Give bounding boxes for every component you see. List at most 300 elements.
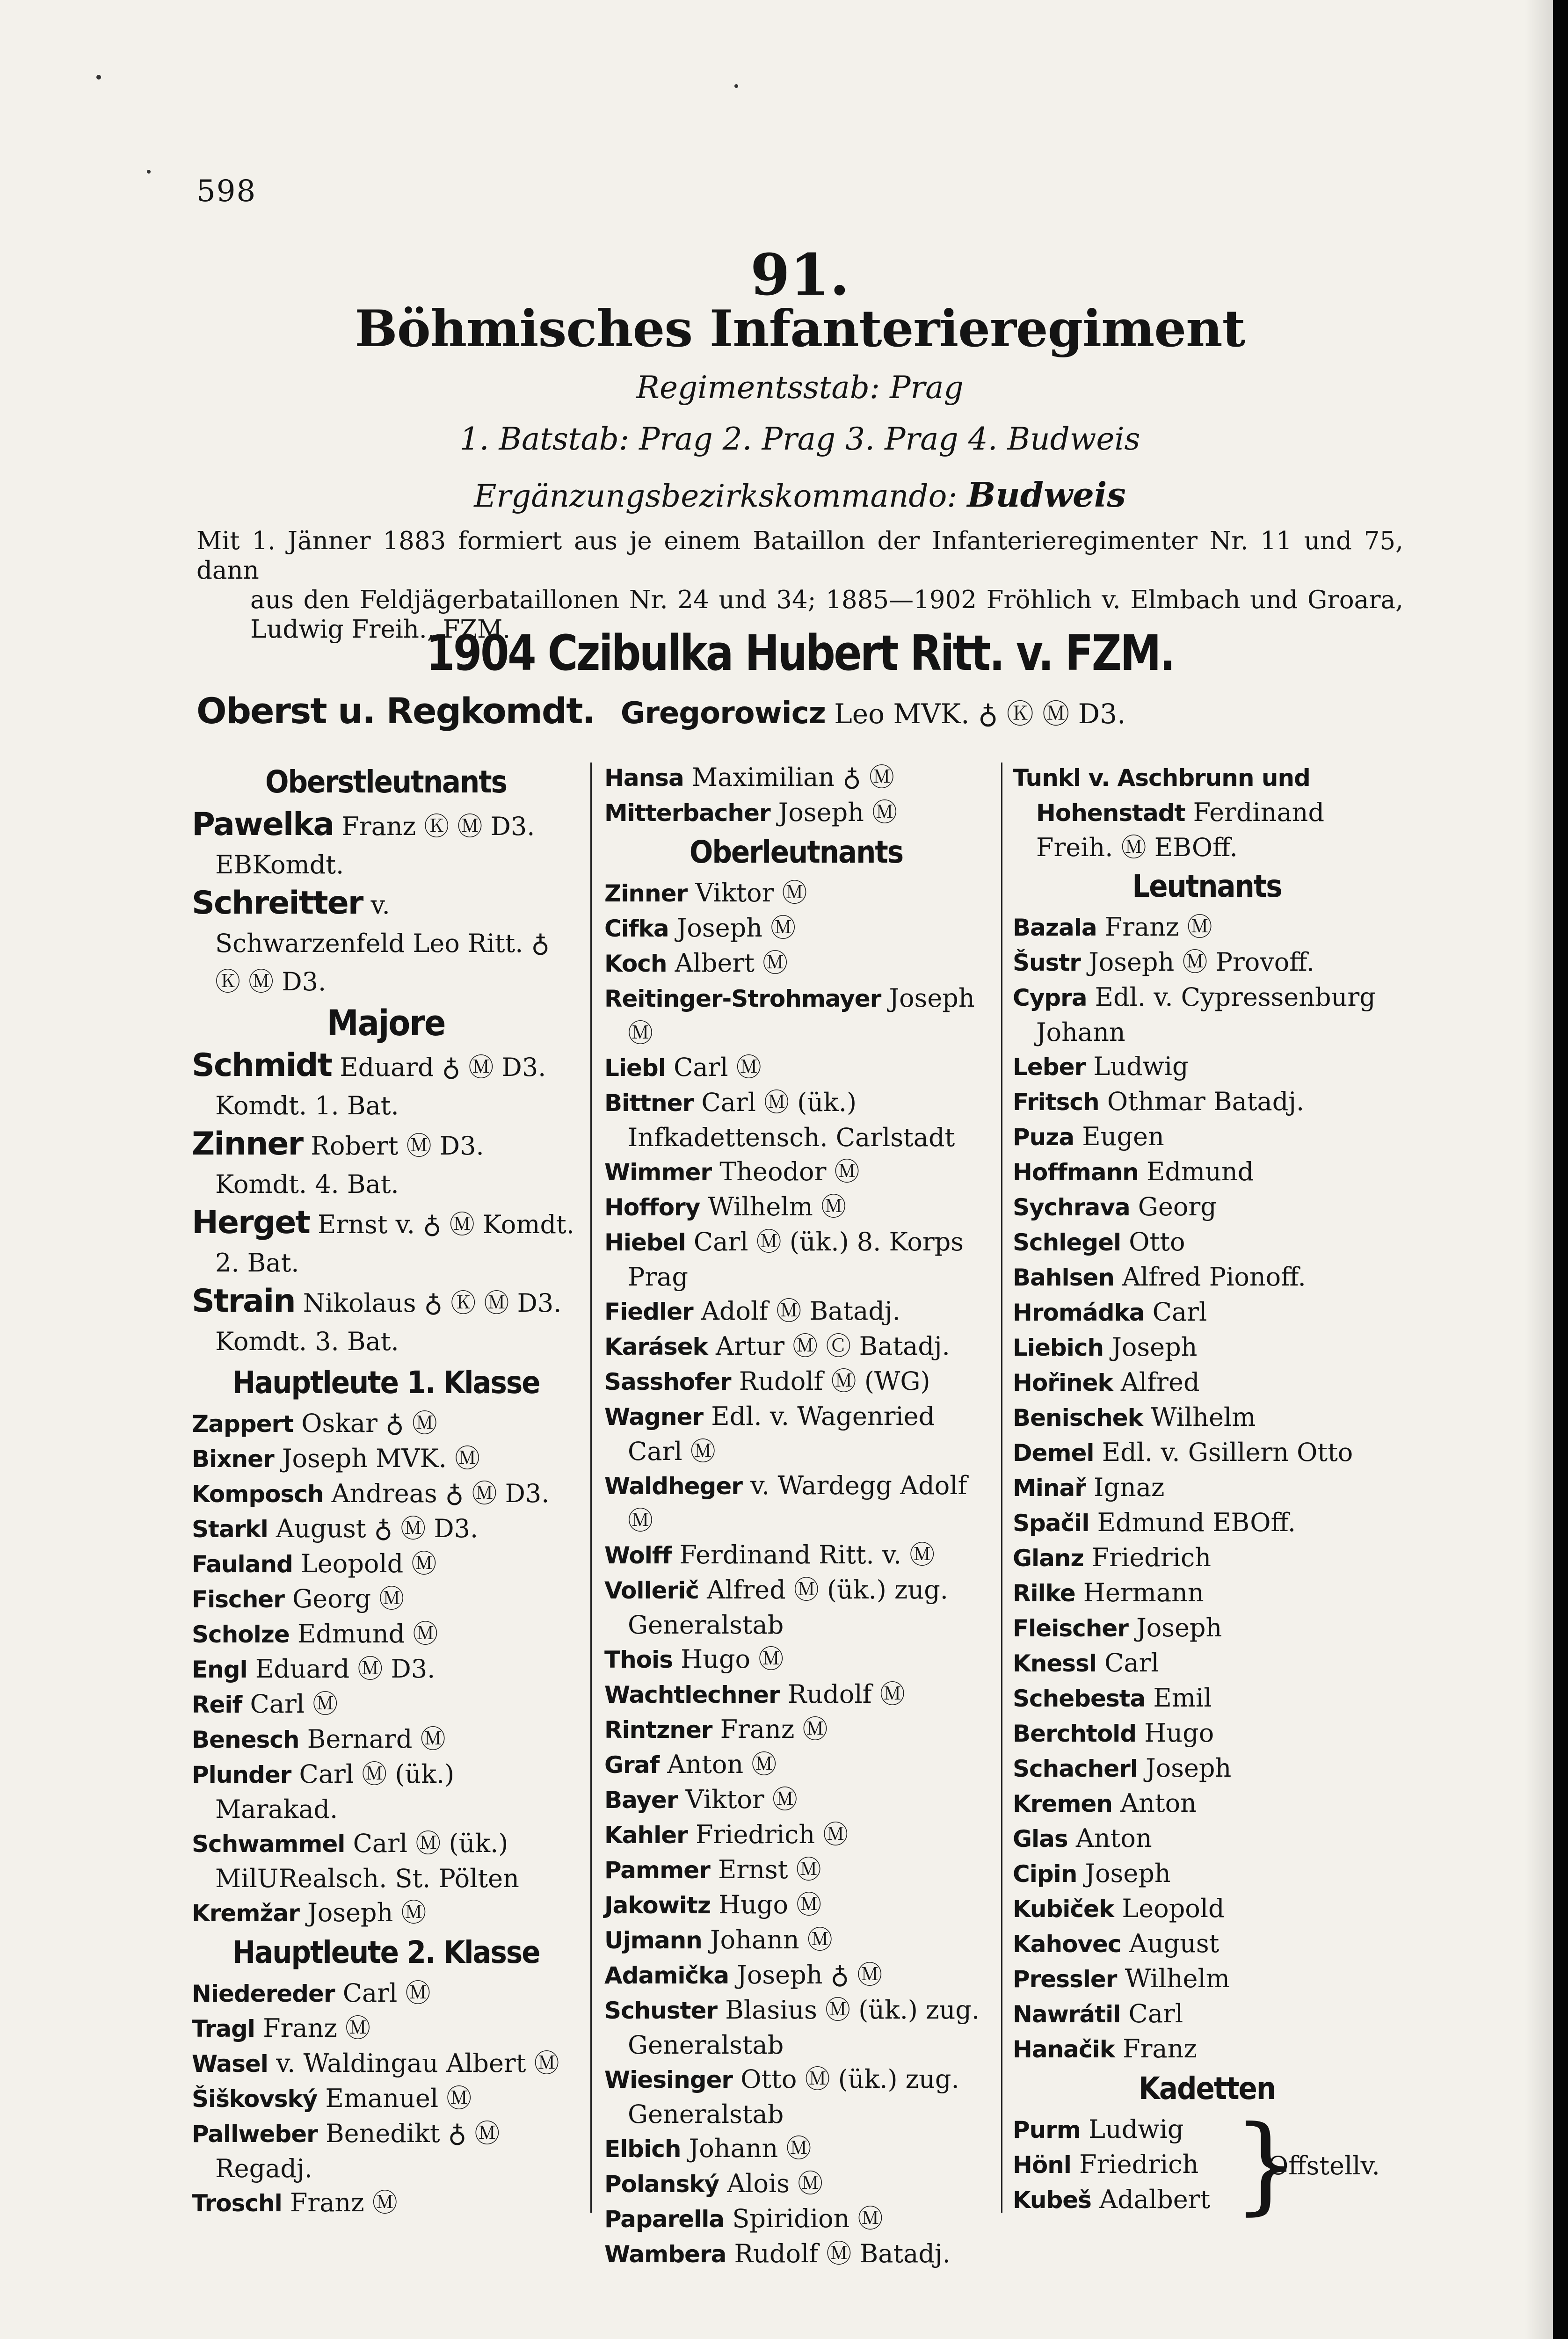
officer-entry bbox=[604, 1050, 988, 1085]
officer-surname: Bayer bbox=[604, 1787, 678, 1814]
officer-details: Joseph Ⓜ bbox=[770, 798, 898, 827]
officer-details: Franz Ⓜ bbox=[712, 1714, 828, 1744]
officer-surname: Pallweber bbox=[192, 2121, 318, 2148]
officer-details: Ludwig bbox=[1085, 1052, 1189, 1081]
officer-surname: Niedereder bbox=[192, 1980, 335, 2007]
officer-surname: Pawelka bbox=[192, 806, 334, 843]
officer-details: Ernst Ⓜ bbox=[710, 1855, 821, 1884]
officer-entry bbox=[604, 1747, 988, 1782]
officer-surname: Scholze bbox=[192, 1621, 290, 1648]
officer-details: Joseph Ⓜ bbox=[668, 913, 796, 943]
officer-surname: Bazala bbox=[1013, 914, 1097, 941]
ergaenzung-value: Budweis bbox=[967, 475, 1126, 515]
officer-surname: Fleischer bbox=[1013, 1615, 1128, 1642]
scan-edge bbox=[1553, 0, 1568, 2339]
officer-entry bbox=[192, 2186, 580, 2221]
officer-entry bbox=[604, 1923, 988, 1958]
officer-entry bbox=[192, 1687, 580, 1722]
officer-surname: Sasshofer bbox=[604, 1368, 731, 1395]
officer-entry bbox=[192, 1547, 580, 1582]
officer-entry bbox=[604, 1677, 988, 1712]
officer-details: Friedrich Ⓜ bbox=[687, 1820, 849, 1849]
officer-details: Joseph bbox=[1103, 1332, 1198, 1362]
officer-surname: Pammer bbox=[604, 1857, 710, 1884]
roster-column-2 bbox=[604, 760, 988, 2272]
officer-surname: Waldheger bbox=[604, 1473, 742, 1500]
oberst-rank: Oberst u. Regkomdt. bbox=[196, 690, 595, 732]
officer-details: Franz Ⓜ bbox=[254, 2013, 370, 2043]
officer-details: Alois Ⓜ bbox=[719, 2169, 823, 2198]
officer-surname: Berchtold bbox=[1013, 1720, 1137, 1747]
officer-surname: Wasel bbox=[192, 2050, 268, 2077]
officer-details: Benedikt ♁ Ⓜ Regadj. bbox=[215, 2119, 500, 2183]
officer-surname: Paparella bbox=[604, 2206, 725, 2233]
officer-surname: Reitinger-Strohmayer bbox=[604, 985, 881, 1012]
officer-details: Wilhelm bbox=[1142, 1402, 1256, 1432]
officer-details: Carl bbox=[1096, 1648, 1159, 1678]
regiment-number: 91. bbox=[750, 241, 850, 308]
officer-details: August bbox=[1121, 1929, 1220, 1958]
officer-surname: Wolff bbox=[604, 1542, 672, 1569]
officer-surname: Reif bbox=[192, 1691, 242, 1718]
officer-entry bbox=[1013, 1365, 1401, 1400]
officer-surname: Glanz bbox=[1013, 1545, 1084, 1572]
officer-surname: Hanačik bbox=[1013, 2036, 1115, 2063]
officer-surname: Rilke bbox=[1013, 1580, 1075, 1607]
officer-entry bbox=[604, 1573, 988, 1642]
officer-details: Emil bbox=[1145, 1683, 1212, 1713]
officer-entry bbox=[1013, 980, 1401, 1049]
history-continuation: aus den Feldjägerbataillonen Nr. 24 und 34; 1885—1902 Fröhlich v. Elmbach und Groara, Ludwig Freih., FZM. bbox=[250, 586, 1403, 644]
officer-details: Rudolf Ⓜ Batadj. bbox=[726, 2239, 951, 2268]
officer-surname: Wiesinger bbox=[604, 2066, 733, 2093]
officer-surname: Elbich bbox=[604, 2136, 681, 2163]
officer-surname: Fiedler bbox=[604, 1298, 693, 1325]
officer-details: Rudolf Ⓜ (WG) bbox=[731, 1366, 930, 1396]
officer-details: Ferdinand Freih. Ⓜ EBOff. bbox=[1036, 798, 1325, 862]
officer-surname: Wambera bbox=[604, 2241, 726, 2268]
print-speck bbox=[734, 84, 738, 88]
officer-entry bbox=[1013, 1330, 1401, 1365]
section-heading: Oberstleutnants bbox=[265, 764, 507, 800]
officer-surname: Wimmer bbox=[604, 1159, 712, 1186]
page-shadow bbox=[1525, 0, 1553, 2339]
officer-entry bbox=[604, 946, 988, 981]
kadett-firstname: Friedrich bbox=[1071, 2150, 1199, 2179]
officer-details: Edmund EBOff. bbox=[1089, 1508, 1296, 1537]
officer-entry bbox=[192, 1826, 580, 1896]
officer-entry bbox=[1013, 1751, 1401, 1786]
officer-entry bbox=[604, 2062, 988, 2131]
regiment-name: Böhmisches Infanterieregiment bbox=[355, 299, 1245, 358]
officer-details: Edmund bbox=[1138, 1157, 1254, 1186]
officer-entry bbox=[1013, 1260, 1401, 1295]
officer-surname: Tunkl v. Aschbrunn und Hohenstadt bbox=[1013, 764, 1310, 827]
officer-entry bbox=[1013, 1190, 1401, 1225]
officer-surname: Polanský bbox=[604, 2171, 719, 2198]
officer-details: Georg Ⓜ bbox=[284, 1584, 405, 1613]
officer-entry bbox=[604, 1085, 988, 1155]
officer-surname: Bixner bbox=[192, 1446, 274, 1473]
officer-surname: Hromádka bbox=[1013, 1299, 1145, 1326]
officer-details: Alfred Pionoff. bbox=[1114, 1262, 1306, 1292]
kadetten-brace: } bbox=[1233, 2103, 1300, 2226]
officer-surname: Zinner bbox=[192, 1126, 303, 1162]
officer-details: Carl Ⓜ bbox=[242, 1689, 338, 1719]
officer-surname: Fauland bbox=[192, 1551, 293, 1578]
officer-entry bbox=[1013, 1891, 1401, 1926]
officer-entry bbox=[1013, 1155, 1401, 1190]
history-first-line: Mit 1. Jänner 1883 formiert aus je einem Bataillon der Infanterieregimenter Nr. 11 und 75, dann bbox=[196, 527, 1403, 585]
officer-details: Otto Ⓜ (ük.) zug. Generalstab bbox=[628, 2064, 959, 2129]
officer-details: Theodor Ⓜ bbox=[711, 1157, 860, 1186]
officer-surname: Schwammel bbox=[192, 1831, 345, 1858]
officer-surname: Liebich bbox=[1013, 1334, 1104, 1361]
officer-entry bbox=[604, 1642, 988, 1677]
officer-surname: Wachtlechner bbox=[604, 1681, 780, 1708]
officer-entry bbox=[1013, 1681, 1401, 1716]
officer-details: Carl Ⓜ (ük.) MilURealsch. St. Pölten bbox=[215, 1829, 519, 1893]
officer-details: Nikolaus ♁ Ⓚ Ⓜ D3. Komdt. 3. Bat. bbox=[215, 1288, 562, 1356]
officer-surname: Benesch bbox=[192, 1726, 299, 1753]
officer-details: Anton Ⓜ bbox=[659, 1750, 777, 1779]
section-heading: Kadetten bbox=[1138, 2070, 1276, 2107]
officer-surname: Leber bbox=[1013, 1053, 1086, 1081]
officer-details: Carl Ⓜ (ük.) Infkadettensch. Carlstadt bbox=[628, 1088, 955, 1152]
officer-surname: Thois bbox=[604, 1646, 673, 1673]
officer-details: Carl bbox=[1144, 1297, 1207, 1327]
officer-details: Hermann bbox=[1075, 1578, 1204, 1607]
officer-entry bbox=[1013, 760, 1401, 864]
officer-surname: Tragl bbox=[192, 2015, 255, 2042]
officer-entry bbox=[1013, 1961, 1401, 1997]
officer-details: Wilhelm bbox=[1117, 1964, 1230, 1993]
officer-entry bbox=[604, 1817, 988, 1852]
officer-entry bbox=[604, 1852, 988, 1888]
officer-details: v. Wardegg Adolf Ⓜ bbox=[628, 1471, 967, 1535]
officer-surname: Zappert bbox=[192, 1410, 294, 1438]
officer-surname: Herget bbox=[192, 1204, 310, 1241]
officer-entry bbox=[192, 1976, 580, 2011]
officer-surname: Sychrava bbox=[1013, 1194, 1130, 1221]
column-divider bbox=[590, 763, 592, 2213]
officer-entry bbox=[192, 1046, 580, 1125]
officer-details: Leopold Ⓜ bbox=[292, 1549, 437, 1578]
officer-entry bbox=[1013, 1926, 1401, 1961]
officer-details: Eugen bbox=[1074, 1122, 1164, 1151]
section-heading: Majore bbox=[327, 1002, 445, 1044]
officer-details: Johann Ⓜ bbox=[681, 2134, 812, 2163]
officer-surname: Graf bbox=[604, 1751, 660, 1779]
officer-entry bbox=[604, 1888, 988, 1923]
ergaenzung-label: Ergänzungsbezirkskommando: bbox=[474, 478, 958, 514]
print-speck bbox=[96, 75, 101, 80]
officer-entry bbox=[192, 1722, 580, 1757]
officer-entry bbox=[1013, 910, 1401, 945]
officer-surname: Plunder bbox=[192, 1761, 291, 1788]
officer-surname: Schmidt bbox=[192, 1047, 332, 1084]
officer-surname: Hiebel bbox=[604, 1229, 686, 1256]
officer-entry bbox=[192, 1652, 580, 1687]
officer-entry bbox=[192, 884, 580, 1001]
officer-entry bbox=[604, 1364, 988, 1399]
officer-surname: Strain bbox=[192, 1283, 295, 1320]
officer-surname: Pressler bbox=[1013, 1966, 1117, 1993]
section-heading: Leutnants bbox=[1132, 868, 1282, 904]
officer-surname: Ujmann bbox=[604, 1927, 702, 1954]
officer-surname: Minař bbox=[1013, 1475, 1086, 1502]
officer-surname: Glas bbox=[1013, 1825, 1068, 1852]
officer-surname: Hoffory bbox=[604, 1194, 700, 1221]
officer-details: Ignaz bbox=[1085, 1473, 1165, 1502]
officer-surname: Schebesta bbox=[1013, 1685, 1146, 1712]
officer-details: Oskar ♁ Ⓜ bbox=[293, 1409, 437, 1438]
officer-entry bbox=[192, 1511, 580, 1547]
officer-details: Edl. v. Wagenried Carl Ⓜ bbox=[628, 1402, 935, 1466]
officer-details: Joseph Ⓜ bbox=[628, 983, 975, 1048]
oberst-entry bbox=[196, 690, 1413, 732]
print-speck bbox=[147, 170, 151, 174]
officer-entry bbox=[604, 1399, 988, 1468]
officer-details: Franz Ⓜ bbox=[282, 2188, 398, 2217]
officer-details: Hugo Ⓜ bbox=[672, 1644, 784, 1674]
officer-surname: Schreitter bbox=[192, 885, 363, 922]
officer-details: Joseph ♁ Ⓜ bbox=[729, 1960, 883, 1990]
officer-details: Andreas ♁ Ⓜ D3. bbox=[323, 1479, 550, 1508]
officer-details: Joseph bbox=[1137, 1753, 1232, 1783]
officer-entry bbox=[192, 1204, 580, 1282]
officer-entry bbox=[604, 876, 988, 911]
officer-details: Edl. v. Cypressenburg Johann bbox=[1036, 982, 1376, 1047]
officer-details: Friedrich bbox=[1083, 1543, 1211, 1572]
officer-details: Hugo bbox=[1136, 1718, 1214, 1748]
officer-entry bbox=[1013, 1856, 1401, 1891]
officer-entry bbox=[192, 2116, 580, 2186]
roster-column-3 bbox=[1013, 760, 1401, 2226]
officer-details: Joseph bbox=[1128, 1613, 1222, 1642]
officer-surname: Fritsch bbox=[1013, 1089, 1099, 1116]
officer-details: Franz Ⓚ Ⓜ D3. EBKomdt. bbox=[215, 812, 535, 879]
officer-details: Ferdinand Ritt. v. Ⓜ bbox=[671, 1540, 935, 1569]
officer-entry bbox=[1013, 1119, 1401, 1155]
officer-entry bbox=[604, 911, 988, 946]
officer-details: Othmar Batadj. bbox=[1099, 1087, 1305, 1116]
officer-details: Bernard Ⓜ bbox=[299, 1724, 446, 1754]
officer-surname: Schlegel bbox=[1013, 1229, 1121, 1256]
officer-entry bbox=[192, 1582, 580, 1617]
officer-details: Robert Ⓜ D3. Komdt. 4. Bat. bbox=[215, 1131, 484, 1199]
officer-entry bbox=[1013, 1435, 1401, 1470]
officer-entry bbox=[192, 1617, 580, 1652]
officer-surname: Cipin bbox=[1013, 1860, 1077, 1888]
officer-surname: Jakowitz bbox=[604, 1892, 711, 1919]
officer-entry bbox=[604, 795, 988, 830]
officer-surname: Nawrátil bbox=[1013, 2001, 1121, 2028]
officer-surname: Kahovec bbox=[1013, 1931, 1121, 1958]
kadett-entry bbox=[1013, 2112, 1401, 2147]
officer-surname: Wagner bbox=[604, 1403, 704, 1431]
officer-details: Wilhelm Ⓜ bbox=[700, 1192, 846, 1221]
officer-surname: Benischek bbox=[1013, 1404, 1143, 1431]
officer-surname: Troschl bbox=[192, 2190, 282, 2217]
kadett-firstname: Adalbert bbox=[1091, 2185, 1211, 2214]
officer-surname: Vollerič bbox=[604, 1577, 699, 1604]
officer-surname: Bahlsen bbox=[1013, 1264, 1114, 1291]
officer-entry bbox=[192, 1125, 580, 1204]
officer-details: Ernst v. ♁ Ⓜ Komdt. 2. Bat. bbox=[215, 1210, 574, 1278]
officer-entry bbox=[604, 1155, 988, 1190]
officer-entry bbox=[192, 1282, 580, 1361]
officer-entry bbox=[1013, 1400, 1401, 1435]
officer-details: Leopold bbox=[1114, 1894, 1225, 1923]
officer-details: Edl. v. Gsillern Otto bbox=[1094, 1438, 1353, 1467]
officer-details: August ♁ Ⓜ D3. bbox=[268, 1514, 479, 1543]
officer-entry bbox=[1013, 1225, 1401, 1260]
ergaenzung-line bbox=[196, 475, 1403, 515]
officer-entry bbox=[604, 1468, 988, 1538]
officer-entry bbox=[1013, 1576, 1401, 1611]
kadetten-group bbox=[1013, 2103, 1401, 2226]
officer-entry bbox=[1013, 1540, 1401, 1576]
officer-surname: Kremen bbox=[1013, 1790, 1112, 1817]
officer-details: Anton bbox=[1067, 1823, 1152, 1853]
officer-entry bbox=[604, 1225, 988, 1294]
officer-details: Alfred bbox=[1112, 1367, 1200, 1397]
regiment-owner: 1904 Czibulka Hubert Ritt. v. FZM. bbox=[426, 625, 1174, 682]
officer-details: Rudolf Ⓜ bbox=[779, 1679, 905, 1709]
officer-entry bbox=[192, 1757, 580, 1826]
officer-surname: Hořinek bbox=[1013, 1369, 1113, 1396]
officer-details: Edmund Ⓜ bbox=[289, 1619, 438, 1649]
officer-details: Carl Ⓜ (ük.) 8. Korps Prag bbox=[628, 1227, 964, 1292]
officer-entry bbox=[604, 2166, 988, 2201]
officer-surname: Puza bbox=[1013, 1124, 1074, 1151]
officer-details: Blasius Ⓜ (ük.) zug. Generalstab bbox=[628, 1995, 980, 2060]
officer-entry bbox=[604, 981, 988, 1050]
oberst-surname: Gregorowicz bbox=[620, 696, 826, 731]
officer-details: Carl Ⓜ bbox=[665, 1053, 762, 1082]
officer-details: Viktor Ⓜ bbox=[687, 878, 807, 908]
officer-entry bbox=[192, 2011, 580, 2046]
officer-entry bbox=[604, 2201, 988, 2237]
officer-surname: Starkl bbox=[192, 1516, 268, 1543]
officer-details: Anton bbox=[1112, 1788, 1197, 1818]
kadett-entry bbox=[1013, 2182, 1401, 2217]
officer-entry bbox=[192, 2081, 580, 2116]
officer-entry bbox=[192, 2046, 580, 2081]
officer-surname: Engl bbox=[192, 1656, 247, 1683]
officer-details: Emanuel Ⓜ bbox=[317, 2084, 472, 2113]
officer-entry bbox=[1013, 945, 1401, 980]
officer-entry bbox=[192, 1896, 580, 1931]
officer-surname: Rintzner bbox=[604, 1716, 712, 1743]
officer-details: Albert Ⓜ bbox=[667, 948, 788, 978]
officer-surname: Karásek bbox=[604, 1333, 708, 1360]
officer-surname: Kubiček bbox=[1013, 1896, 1114, 1923]
section-heading: Oberleutnants bbox=[689, 834, 903, 870]
officer-details: Artur Ⓜ Ⓒ Batadj. bbox=[707, 1331, 950, 1361]
officer-surname: Koch bbox=[604, 950, 667, 977]
officer-surname: Hoffmann bbox=[1013, 1159, 1139, 1186]
officer-entry bbox=[604, 2237, 988, 2272]
officer-entry bbox=[604, 760, 988, 795]
officer-details: Johann Ⓜ bbox=[702, 1925, 833, 1954]
officer-details: Eduard ♁ Ⓜ D3. Komdt. 1. Bat. bbox=[215, 1053, 546, 1120]
officer-details: Carl Ⓜ (ük.) Marakad. bbox=[215, 1759, 455, 1824]
officer-surname: Liebl bbox=[604, 1054, 666, 1082]
officer-details: Maximilian ♁ Ⓜ bbox=[683, 763, 894, 792]
officer-entry bbox=[1013, 1505, 1401, 1540]
officer-surname: Mitterbacher bbox=[604, 799, 770, 827]
officer-details: Joseph MVK. Ⓜ bbox=[274, 1444, 480, 1473]
officer-entry bbox=[604, 1294, 988, 1329]
kadett-surname: Purm bbox=[1013, 2116, 1081, 2143]
officer-surname: Hansa bbox=[604, 764, 684, 792]
officer-entry bbox=[192, 806, 580, 884]
officer-surname: Bittner bbox=[604, 1090, 694, 1117]
officer-surname: Kremžar bbox=[192, 1900, 299, 1927]
officer-surname: Kahler bbox=[604, 1822, 688, 1849]
officer-surname: Zinner bbox=[604, 880, 688, 907]
officer-entry bbox=[604, 1958, 988, 1993]
officer-details: Joseph bbox=[1077, 1859, 1171, 1888]
officer-surname: Schuster bbox=[604, 1997, 718, 2024]
officer-details: Georg bbox=[1130, 1192, 1217, 1221]
officer-details: Otto bbox=[1121, 1227, 1185, 1257]
officer-entry bbox=[192, 1441, 580, 1476]
officer-details: Eduard Ⓜ D3. bbox=[247, 1654, 436, 1684]
officer-entry bbox=[1013, 1786, 1401, 1821]
officer-entry bbox=[604, 1190, 988, 1225]
officer-entry bbox=[1013, 1295, 1401, 1330]
officer-details: Viktor Ⓜ bbox=[677, 1785, 798, 1814]
regimentsstab-line: Regimentsstab: Prag bbox=[636, 370, 964, 406]
kadetten-note: Offstellv. bbox=[1268, 2151, 1380, 2180]
kadett-surname: Hönl bbox=[1013, 2151, 1071, 2179]
officer-entry bbox=[1013, 1049, 1401, 1084]
officer-details: Franz bbox=[1114, 2034, 1197, 2063]
officer-details: Carl bbox=[1120, 1999, 1183, 2028]
officer-surname: Šiškovský bbox=[192, 2085, 318, 2113]
officer-entry bbox=[192, 1476, 580, 1511]
officer-details: v. Schwarzenfeld Leo Ritt. ♁ Ⓚ Ⓜ D3. bbox=[215, 890, 550, 996]
oberst-details: Leo MVK. ♁ Ⓚ Ⓜ D3. bbox=[825, 698, 1126, 730]
officer-details: Joseph Ⓜ bbox=[299, 1898, 427, 1927]
officer-entry bbox=[604, 1712, 988, 1747]
kadett-surname: Kubeš bbox=[1013, 2186, 1091, 2214]
officer-entry bbox=[604, 2131, 988, 2166]
officer-surname: Cifka bbox=[604, 915, 669, 942]
column-divider bbox=[1001, 763, 1002, 2213]
officer-entry bbox=[604, 1538, 988, 1573]
officer-entry bbox=[1013, 2032, 1401, 2067]
officer-entry bbox=[192, 1406, 580, 1441]
officer-entry bbox=[1013, 1084, 1401, 1119]
officer-entry bbox=[1013, 1646, 1401, 1681]
officer-entry bbox=[1013, 1611, 1401, 1646]
officer-entry bbox=[604, 1993, 988, 2062]
bataillon-line: 1. Batstab: Prag 2. Prag 3. Prag 4. Budweis bbox=[459, 421, 1140, 457]
officer-surname: Demel bbox=[1013, 1439, 1094, 1467]
officer-details: Carl Ⓜ bbox=[334, 1978, 431, 2008]
roster-column-1 bbox=[192, 760, 580, 2221]
officer-details: Spiridion Ⓜ bbox=[724, 2204, 883, 2233]
officer-surname: Šustr bbox=[1013, 949, 1081, 976]
section-heading: Hauptleute 1. Klasse bbox=[232, 1365, 540, 1401]
page-number: 598 bbox=[196, 174, 257, 209]
officer-surname: Knessl bbox=[1013, 1650, 1096, 1677]
officer-entry bbox=[1013, 1716, 1401, 1751]
